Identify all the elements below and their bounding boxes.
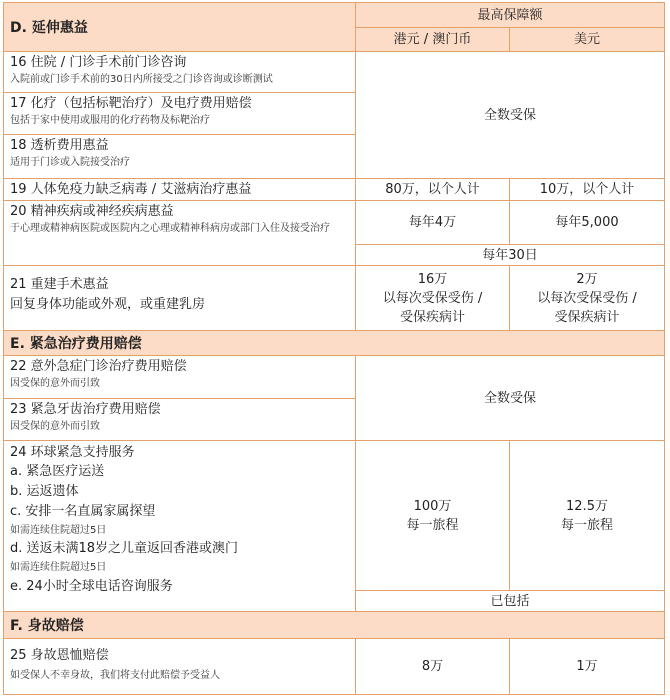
- benefit-row-22: [3, 355, 356, 399]
- item21-title: 21 重建手术惠益: [10, 277, 109, 292]
- section-d-title: D. 延伸惠益: [10, 20, 88, 36]
- item20-title: 20 精神疾病或神经疾病惠益: [10, 204, 174, 219]
- item25-desc: 如受保人不幸身故，我们将支付此赔偿予受益人: [10, 670, 220, 681]
- item16-title: 16 住院 / 门诊手术前门诊咨询: [10, 55, 187, 70]
- item22-title: 22 意外急症门诊治疗费用赔偿: [10, 359, 187, 374]
- section-f-title: F. 身故赔偿: [10, 618, 84, 634]
- section-f-header: [3, 611, 665, 639]
- item17-desc: 包括于家中使用或服用的化疗药物及标靶治疗: [10, 115, 210, 126]
- item20-desc: 于心理或精神病医院或医院内之心理或精神科病房或部门入住及接受治疗: [10, 223, 330, 234]
- item24-hkd-value: 100万 每一旅程: [355, 440, 510, 591]
- item18-desc: 适用于门诊或入院接受治疗: [10, 157, 130, 168]
- benefit-row-18: [3, 134, 356, 179]
- benefit-row-20: [3, 200, 356, 266]
- benefit-row-25: [3, 638, 356, 695]
- benefit-row-24: [3, 440, 356, 612]
- item24-included-value: 已包括: [355, 590, 665, 612]
- item20-usd-value: 每年5,000: [509, 200, 665, 245]
- full-cover-value-d: 全数受保: [355, 51, 665, 179]
- item24-c-note: 如需连续住院超过5日: [10, 525, 107, 536]
- item19-hkd-value: 80万，以个人计: [355, 178, 510, 201]
- item16-desc: 入院前或门诊手术前的30日内所接受之门诊咨询或诊断测试: [10, 74, 273, 85]
- item24-a: a. 紧急医疗运送: [10, 464, 105, 479]
- item22-desc: 因受保的意外而引致: [10, 378, 100, 389]
- column-header-usd: 美元: [509, 27, 665, 52]
- max-limit-header: 最高保障额: [355, 2, 665, 28]
- item24-d-note: 如需连续住院超过5日: [10, 562, 107, 573]
- item24-title: 24 环球紧急支持服务: [10, 445, 135, 460]
- item21-hkd-value: 16万 以每次受保受伤 / 受保疾病计: [355, 265, 510, 331]
- section-e-header: [3, 330, 665, 356]
- benefit-row-19: [3, 178, 356, 201]
- item21-usd-value: 2万 以每次受保受伤 / 受保疾病计: [509, 265, 665, 331]
- item24-usd-value: 12.5万 每一旅程: [509, 440, 665, 591]
- item17-title: 17 化疗（包括标靶治疗）及电疗费用赔偿: [10, 96, 252, 111]
- item21-desc: 回复身体功能或外观，或重建乳房: [10, 297, 206, 312]
- benefit-row-16: [3, 51, 356, 93]
- column-header-hkd-mop: 港元 / 澳门币: [355, 27, 510, 52]
- item24-c: c. 安排一名直属家属探望: [10, 504, 156, 519]
- section-d-header: [3, 2, 356, 52]
- item19-usd-value: 10万，以个人计: [509, 178, 665, 201]
- benefit-table: [3, 2, 665, 695]
- item19-title: 19 人体免疫力缺乏病毒 / 艾滋病治疗惠益: [10, 182, 252, 197]
- item25-usd-value: 1万: [509, 638, 665, 695]
- item24-d: d. 送返未满18岁之儿童返回香港或澳门: [10, 541, 239, 556]
- item20-days-value: 每年30日: [355, 244, 665, 266]
- item23-title: 23 紧急牙齿治疗费用赔偿: [10, 402, 161, 417]
- item25-title: 25 身故恩恤赔偿: [10, 648, 109, 663]
- benefit-row-17: [3, 92, 356, 135]
- item24-b: b. 运返遗体: [10, 484, 79, 499]
- item24-e: e. 24小时全球电话咨询服务: [10, 579, 173, 594]
- item25-hkd-value: 8万: [355, 638, 510, 695]
- benefit-row-21: [3, 265, 356, 331]
- item23-desc: 因受保的意外而引致: [10, 421, 100, 432]
- section-e-title: E. 紧急治疗费用赔偿: [10, 336, 142, 352]
- benefit-row-23: [3, 398, 356, 441]
- item18-title: 18 透析费用惠益: [10, 138, 109, 153]
- full-cover-value-e: 全数受保: [355, 355, 665, 441]
- item20-hkd-value: 每年4万: [355, 200, 510, 245]
